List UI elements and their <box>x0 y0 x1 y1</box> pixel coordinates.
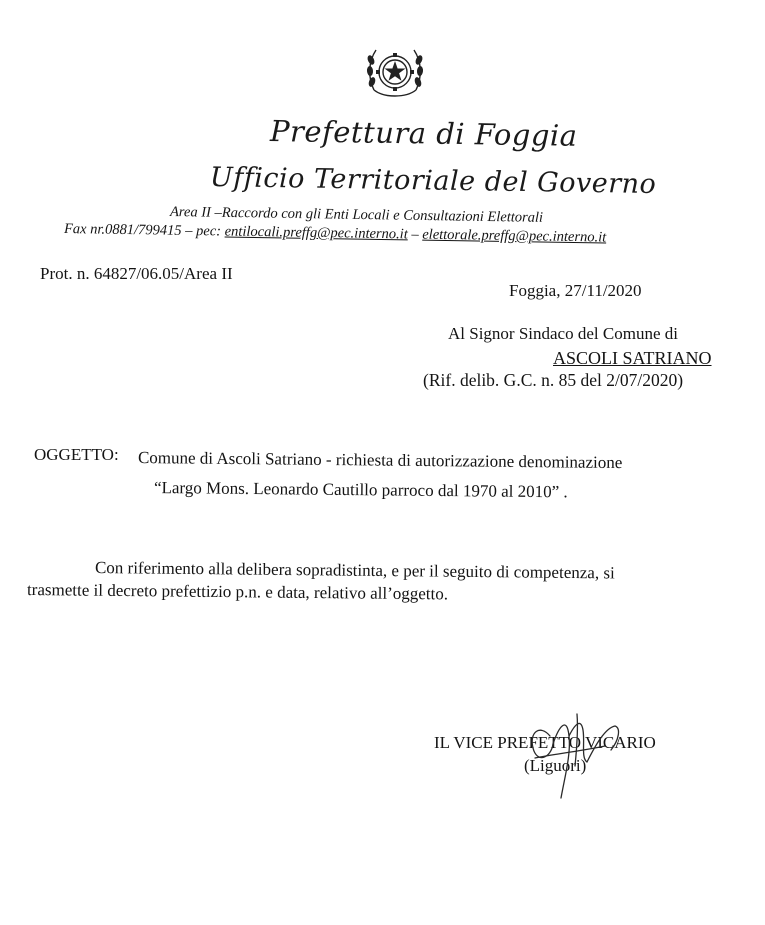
prefecture-title: Prefettura di Foggia <box>269 114 578 153</box>
addressee-reference: (Rif. delib. G.C. n. 85 del 2/07/2020) <box>423 370 684 390</box>
addressee-line: Al Signor Sindaco del Comune di <box>448 324 678 343</box>
subject-label: OGGETTO: <box>34 445 119 464</box>
signatory-title: IL VICE PREFETTO VICARIO <box>434 733 656 752</box>
signatory-name: (Liguori) <box>524 756 587 775</box>
italian-emblem-icon <box>362 38 428 102</box>
department-line: Area II –Raccordo con gli Enti Locali e Consultazioni Elettorali <box>169 204 544 226</box>
body-paragraph-line1: Con riferimento alla delibera sopradistinta, e per il seguito di competenza, si <box>94 558 615 583</box>
subject-text-line1: Comune di Ascoli Satriano - richiesta di autorizzazione denominazione <box>137 448 623 473</box>
pec-entilocali-link[interactable]: entilocali.preffg@pec.interno.it <box>224 223 408 243</box>
body-paragraph-line2: trasmette il decreto prefettizio p.n. e data, relativo all’oggetto. <box>26 580 449 604</box>
contact-separator: – <box>407 226 423 243</box>
office-title: Ufficio Territoriale del Governo <box>209 162 657 201</box>
addressee-municipality: ASCOLI SATRIANO <box>553 348 712 368</box>
fax-number: Fax nr.0881/799415 – pec: <box>63 221 225 240</box>
pec-elettorale-link[interactable]: elettorale.preffg@pec.interno.it <box>422 226 607 246</box>
document-date: Foggia, 27/11/2020 <box>509 281 642 300</box>
handwritten-signature <box>515 706 635 806</box>
subject-text-line2: “Largo Mons. Leonardo Cautillo parroco dal 1970 al 2010” . <box>153 478 568 502</box>
protocol-number: Prot. n. 64827/06.05/Area II <box>40 264 233 283</box>
